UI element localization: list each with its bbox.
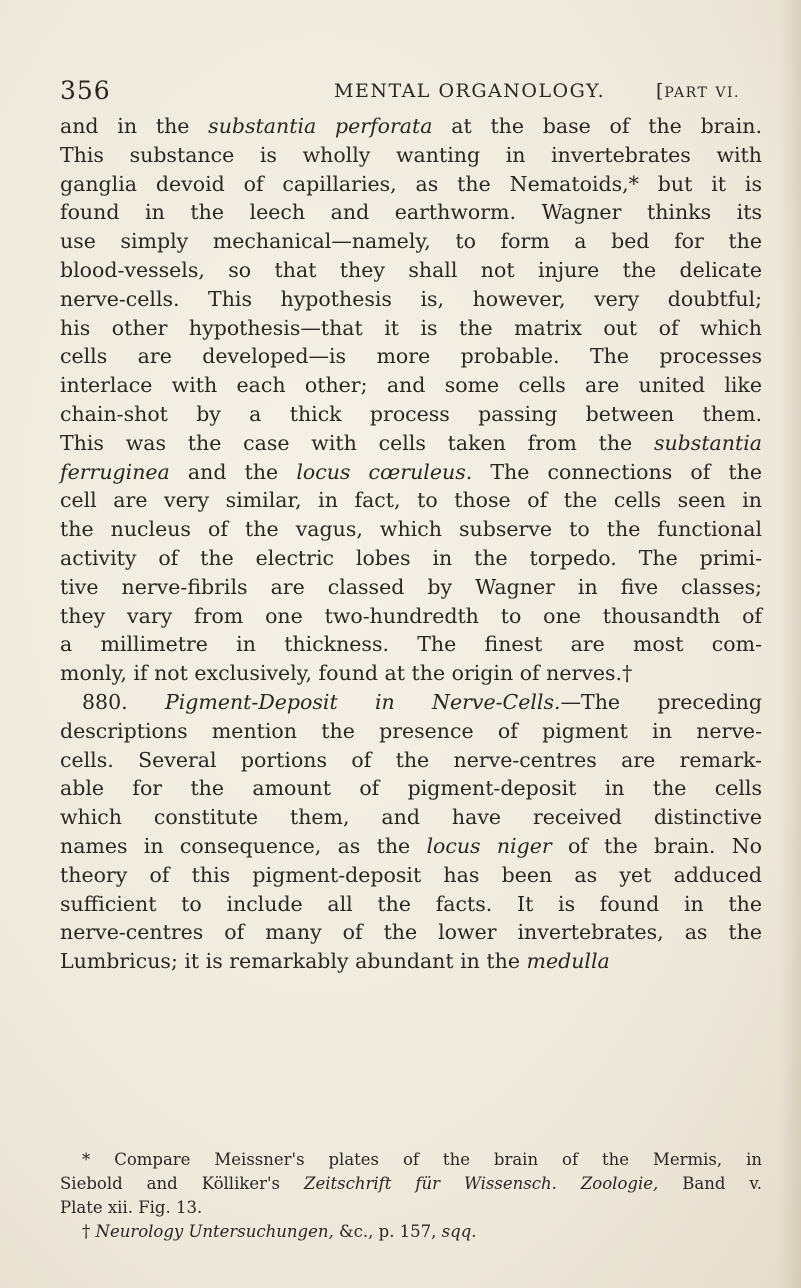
italic-text: Neurology Untersuchungen, <box>95 1222 334 1241</box>
text-line <box>60 947 762 976</box>
text-run: 880. <box>82 689 165 714</box>
italic-text: locus cœruleus. <box>296 459 473 484</box>
text-line <box>60 918 762 947</box>
text-run: the nucleus of the vagus, which subserve to the functional <box>60 517 762 542</box>
text-run: theory of this pigment-deposit has been as yet adduced <box>60 862 762 887</box>
text-line <box>60 342 762 371</box>
text-run: sufficient to include all the facts. It is found in the <box>60 891 762 916</box>
italic-text: locus niger <box>426 833 552 858</box>
text-line <box>60 515 762 544</box>
running-header <box>60 76 750 106</box>
text-run: they vary from one two-hundredth to one thousandth of <box>60 603 762 628</box>
footnotes <box>60 1148 762 1244</box>
text-line <box>60 544 762 573</box>
text-line <box>60 170 762 199</box>
text-run: and in the <box>60 114 209 138</box>
text-run: at the base of the brain. <box>432 114 762 138</box>
footnote-line <box>60 1220 762 1244</box>
footnote-line <box>60 1148 762 1172</box>
text-run: This substance is wholly wanting in invertebrates with <box>60 142 762 167</box>
text-run: blood-vessels, so that they shall not injure the delicate <box>60 257 762 282</box>
text-run: found in the leech and earthworm. Wagner thinks its <box>60 200 762 225</box>
text-run: which constitute them, and have received distinctive <box>60 805 762 830</box>
text-run: monly, if not exclusively, found at the origin of nerves.† <box>60 661 633 686</box>
italic-text: Pigment-Deposit in Nerve-Cells. <box>164 689 561 714</box>
text-line <box>60 400 762 429</box>
text-run: tive nerve-fibrils are classed by Wagner in five classes; <box>60 574 762 599</box>
text-line <box>60 717 762 746</box>
text-run: able for the amount of pigment-deposit in the cells <box>60 776 762 801</box>
text-line <box>60 803 762 832</box>
text-run: cells are developed—is more probable. The processes <box>60 344 762 369</box>
text-run: interlace with each other; and some cells are united like <box>60 373 762 398</box>
text-line <box>60 256 762 285</box>
text-run: activity of the electric lobes in the torpedo. The primi- <box>60 545 762 570</box>
text-line <box>60 227 762 256</box>
text-line <box>60 688 762 717</box>
italic-text: Zeitschrift für Wissensch. Zoologie, <box>304 1174 659 1193</box>
text-line <box>60 371 762 400</box>
italic-text: substantia <box>653 430 762 455</box>
text-line <box>60 198 762 227</box>
text-run: This was the case with cells taken from the <box>60 430 654 455</box>
text-line <box>60 746 762 775</box>
text-run: —The preceding <box>560 689 762 714</box>
text-line <box>60 285 762 314</box>
text-run: cells. Several portions of the nerve-centres are remark- <box>60 747 762 772</box>
italic-text: ferruginea <box>60 459 170 484</box>
text-line <box>60 890 762 919</box>
text-run: a millimetre in thickness. The finest are most com- <box>60 632 762 657</box>
page-edge-shadow <box>779 0 801 1288</box>
text-run: chain-shot by a thick process passing between them. <box>60 401 762 426</box>
text-run: his other hypothesis—that it is the matrix out of which <box>60 315 762 340</box>
text-line <box>60 112 762 141</box>
part-label <box>656 80 740 102</box>
text-line <box>60 774 762 803</box>
text-run: * Compare Meissner's plates of the brain of the Mermis, in <box>82 1150 762 1169</box>
text-run: of the brain. No <box>551 833 762 858</box>
footnote-line <box>60 1196 762 1220</box>
part-label-bracket: [ <box>656 80 665 102</box>
body-text <box>60 112 762 976</box>
part-label-word: PART <box>664 85 709 101</box>
italic-text: sqq. <box>441 1222 477 1241</box>
part-label-number: VI. <box>715 85 740 101</box>
text-run: descriptions mention the presence of pigment in nerve- <box>60 718 762 743</box>
page-number: 356 <box>60 76 111 105</box>
text-line <box>60 861 762 890</box>
text-line <box>60 659 762 688</box>
text-run: Lumbricus; it is remarkably abundant in the <box>60 949 527 974</box>
text-run: nerve-cells. This hypothesis is, however, very doubtful; <box>60 286 762 311</box>
text-run: &c., p. 157, <box>333 1222 442 1241</box>
text-line <box>60 314 762 343</box>
text-run: names in consequence, as the <box>60 833 427 858</box>
text-line <box>60 429 762 458</box>
text-run: cell are very similar, in fact, to those of the cells seen in <box>60 488 762 513</box>
footnote-line <box>60 1172 762 1196</box>
running-title: MENTAL ORGANOLOGY. <box>334 80 606 102</box>
text-run: Plate xii. Fig. 13. <box>60 1198 203 1217</box>
italic-text: substantia perforata <box>208 114 433 138</box>
text-line <box>60 486 762 515</box>
text-line <box>60 458 762 487</box>
text-run: ganglia devoid of capillaries, as the Nematoids,* but it is <box>60 171 762 196</box>
text-line <box>60 832 762 861</box>
text-line <box>60 602 762 631</box>
text-line <box>60 141 762 170</box>
text-run: and the <box>169 459 297 484</box>
text-run: use simply mechanical—namely, to form a bed for the <box>60 229 762 254</box>
text-run: † <box>82 1222 96 1241</box>
text-line <box>60 630 762 659</box>
text-line <box>60 573 762 602</box>
italic-text: medulla <box>526 949 610 974</box>
text-run: The connections of the <box>472 459 762 484</box>
text-run: Siebold and Kölliker's <box>60 1174 304 1193</box>
text-run: nerve-centres of many of the lower invertebrates, as the <box>60 920 762 945</box>
text-run: Band v. <box>658 1174 762 1193</box>
